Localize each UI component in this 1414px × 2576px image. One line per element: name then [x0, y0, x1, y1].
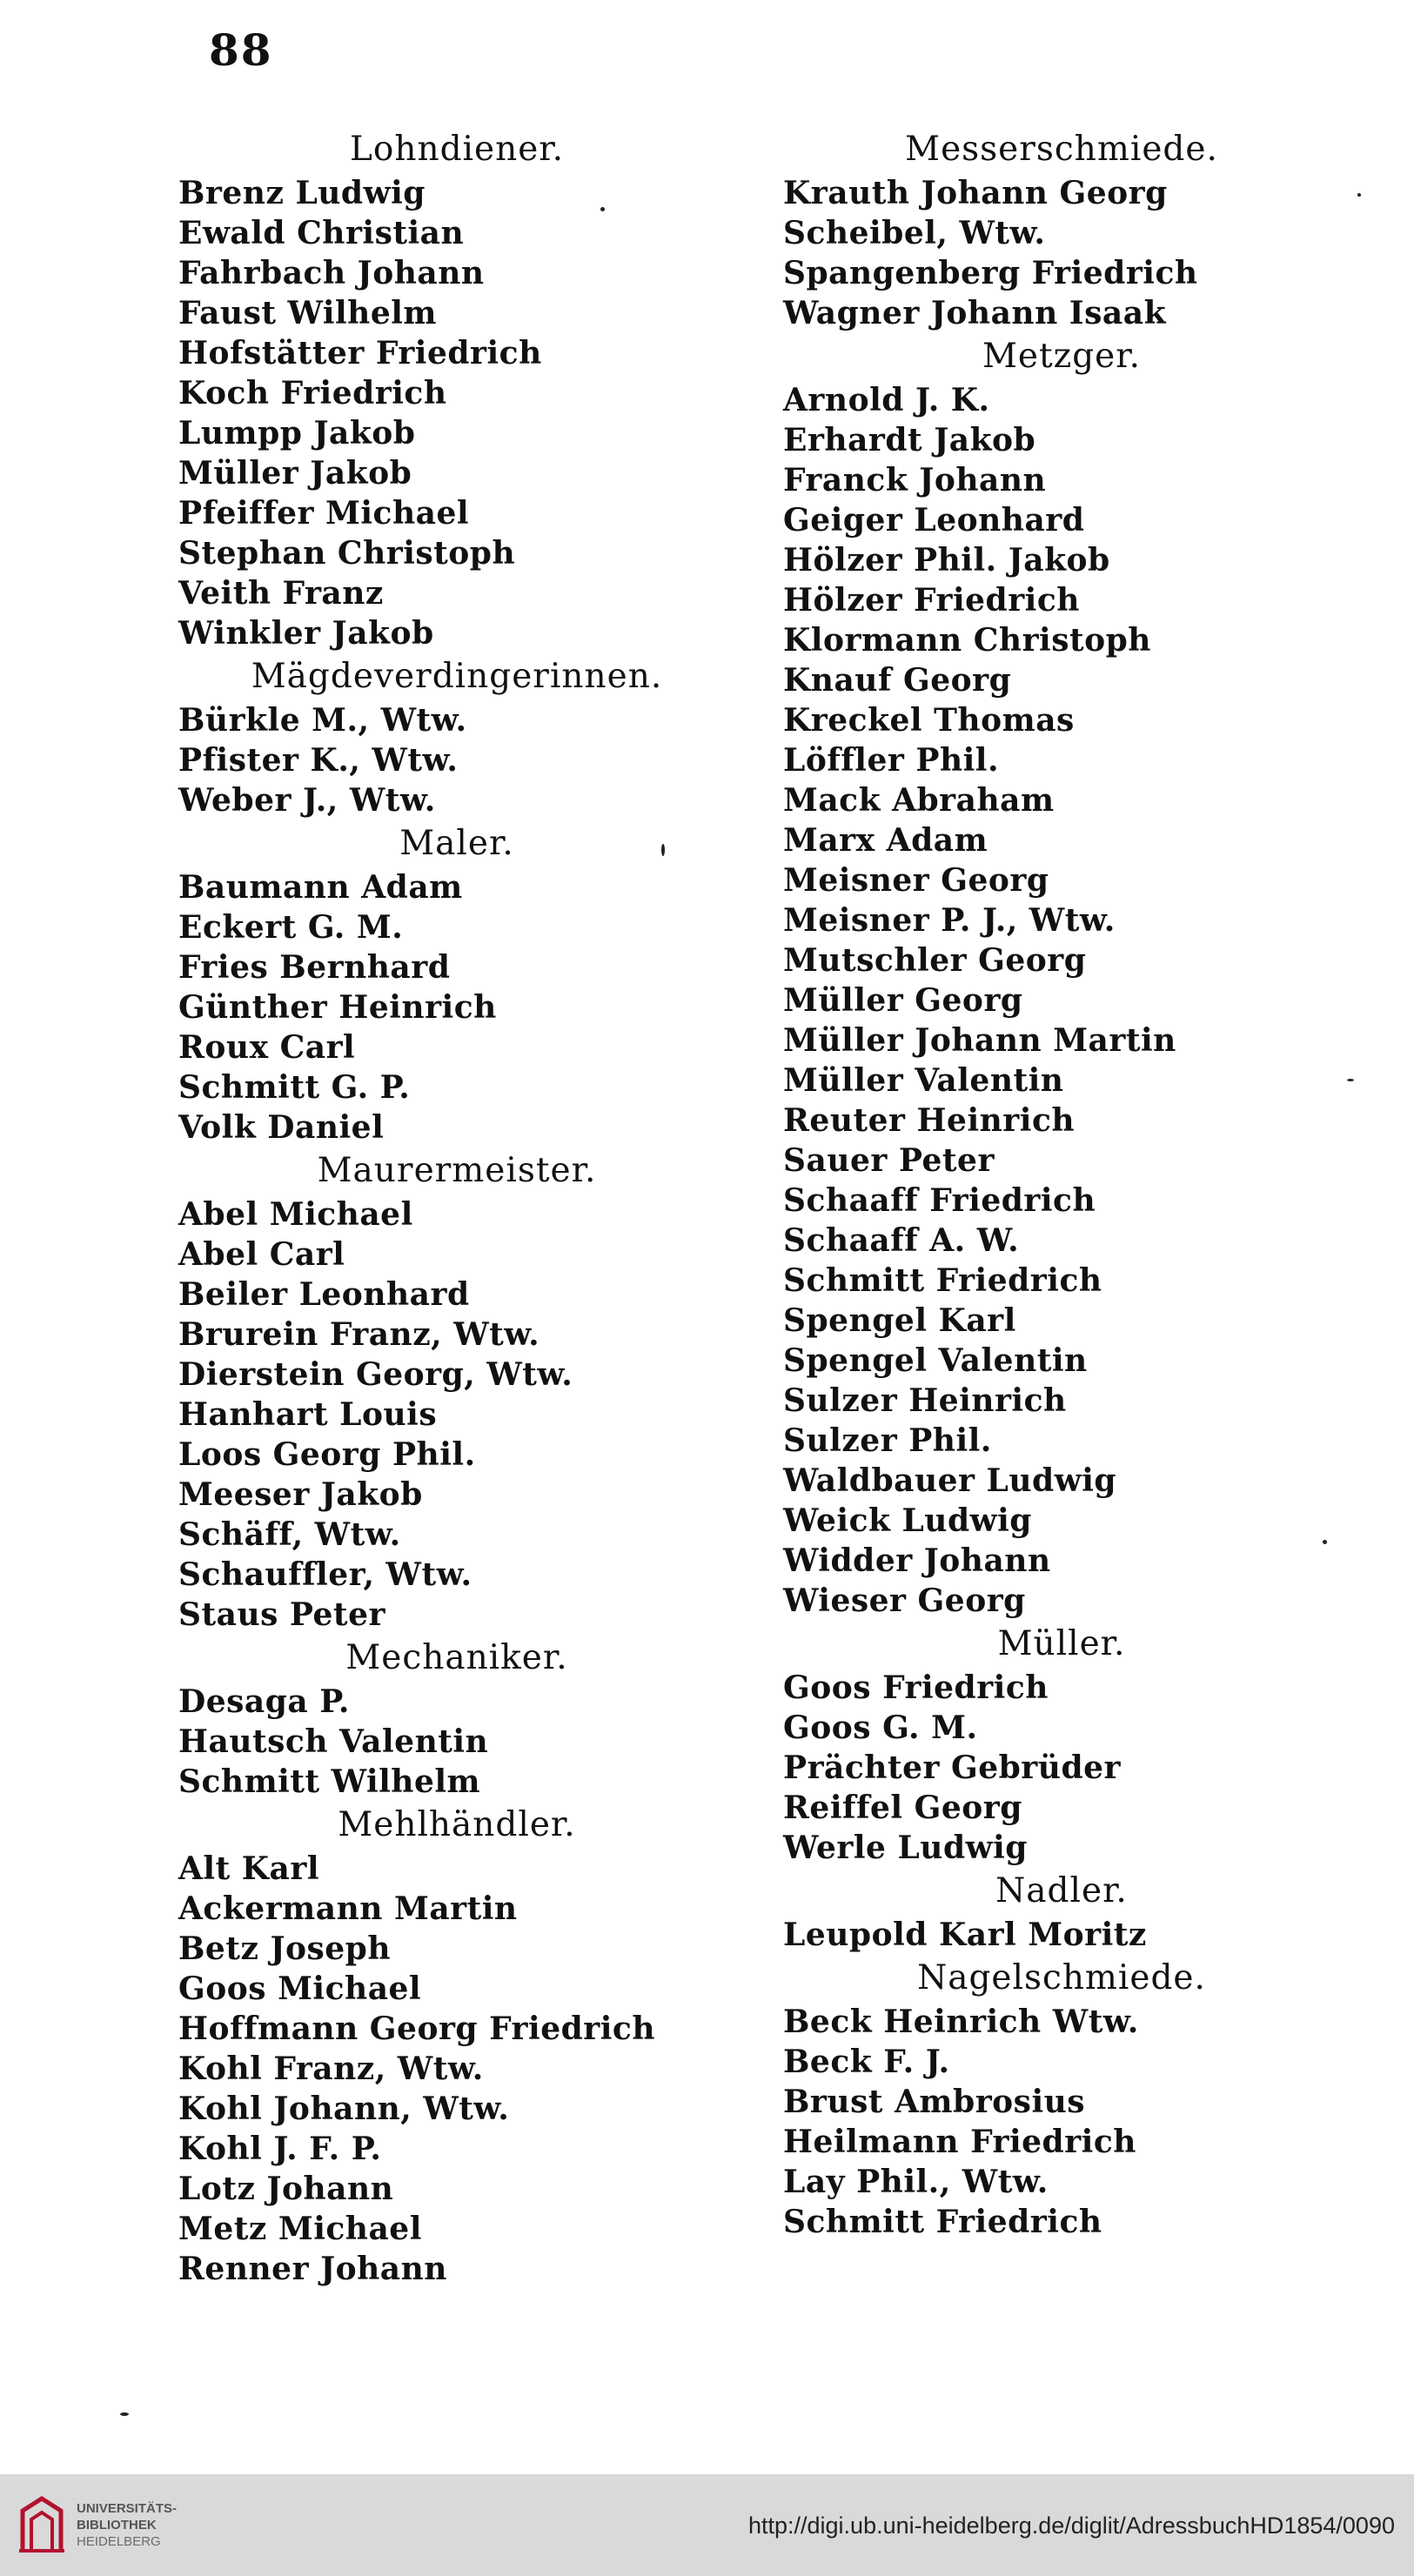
- print-speck: [600, 207, 605, 211]
- directory-section: [178, 1802, 735, 2289]
- library-name-line1: UNIVERSITÄTS-: [77, 2501, 178, 2516]
- directory-entry: Reiffel Georg: [783, 1790, 1022, 1826]
- entry-list: [178, 1682, 735, 1802]
- directory-entry: Abel Michael: [178, 1196, 413, 1233]
- directory-entry: Schäff, Wtw.: [178, 1516, 401, 1553]
- directory-entry: Kohl Franz, Wtw.: [178, 2051, 484, 2087]
- library-name: [77, 2500, 177, 2550]
- directory-entry: Pfister K., Wtw.: [178, 742, 459, 779]
- directory-entry: Hölzer Friedrich: [783, 582, 1080, 619]
- university-library-logo-icon: [17, 2493, 66, 2554]
- directory-entry: Lotz Johann: [178, 2171, 394, 2207]
- directory-entry: Staus Peter: [178, 1596, 385, 1633]
- directory-entry: Beck Heinrich Wtw.: [783, 2004, 1139, 2040]
- directory-entry: Betz Joseph: [178, 1930, 391, 1967]
- directory-entry: Brurein Franz, Wtw.: [178, 1316, 540, 1353]
- print-speck: [120, 2412, 129, 2416]
- directory-section: [783, 1868, 1340, 1955]
- directory-entry: Schmitt G. P.: [178, 1069, 411, 1106]
- section-heading: Mägdeverdingerinnen.: [251, 657, 663, 696]
- directory-entry: Marx Adam: [783, 822, 988, 859]
- section-heading: Lohndiener.: [349, 130, 565, 169]
- section-heading: Maler.: [399, 824, 514, 863]
- directory-entry: Scheibel, Wtw.: [783, 215, 1046, 251]
- entry-list: [178, 1849, 735, 2289]
- directory-entry: Koch Friedrich: [178, 375, 447, 411]
- directory-entry: Roux Carl: [178, 1029, 356, 1066]
- directory-section: [178, 653, 735, 820]
- directory-entry: Sulzer Phil.: [783, 1422, 992, 1459]
- directory-entry: Eckert G. M.: [178, 909, 404, 946]
- entry-list: [178, 700, 735, 820]
- directory-entry: Sulzer Heinrich: [783, 1382, 1067, 1419]
- directory-section: [783, 333, 1340, 1621]
- directory-entry: Müller Jakob: [178, 455, 412, 492]
- directory-entry: Franck Johann: [783, 462, 1047, 498]
- entry-list: [178, 1194, 735, 1635]
- directory-entry: Mack Abraham: [783, 782, 1055, 819]
- directory-entry: Lay Phil., Wtw.: [783, 2164, 1049, 2200]
- directory-entry: Goos Michael: [178, 1970, 422, 2007]
- directory-entry: Renner Johann: [178, 2251, 447, 2287]
- entry-list: [783, 1668, 1340, 1868]
- directory-section: [178, 820, 735, 1147]
- directory-section: [783, 1621, 1340, 1868]
- entry-list: [178, 867, 735, 1147]
- directory-entry: Leupold Karl Moritz: [783, 1917, 1147, 1953]
- directory-entry: Weber J., Wtw.: [178, 782, 436, 819]
- library-name-line2: BIBLIOTHEK: [77, 2518, 157, 2533]
- section-heading: Mechaniker.: [345, 1638, 568, 1677]
- directory-entry: Arnold J. K.: [783, 382, 990, 418]
- entry-list: [783, 173, 1340, 333]
- directory-entry: Meisner P. J., Wtw.: [783, 902, 1116, 939]
- directory-entry: Mutschler Georg: [783, 942, 1087, 979]
- directory-entry: Veith Franz: [178, 575, 384, 612]
- section-heading: Maurermeister.: [317, 1151, 597, 1190]
- directory-entry: Kohl J. F. P.: [178, 2131, 382, 2167]
- directory-entry: Prächter Gebrüder: [783, 1750, 1121, 1786]
- directory-entry: Schmitt Wilhelm: [178, 1763, 481, 1800]
- directory-entry: Bürkle M., Wtw.: [178, 702, 467, 739]
- directory-entry: Meeser Jakob: [178, 1476, 423, 1513]
- directory-entry: Fahrbach Johann: [178, 255, 485, 291]
- directory-entry: Reuter Heinrich: [783, 1102, 1076, 1139]
- directory-entry: Günther Heinrich: [178, 989, 497, 1026]
- directory-entry: Wagner Johann Isaak: [783, 295, 1167, 331]
- directory-entry: Faust Wilhelm: [178, 295, 438, 331]
- directory-entry: Schauffler, Wtw.: [178, 1556, 472, 1593]
- directory-entry: Brust Ambrosius: [783, 2084, 1086, 2120]
- page-number: 88: [209, 24, 273, 76]
- directory-entry: Beiler Leonhard: [178, 1276, 470, 1313]
- left-column: [178, 126, 735, 2289]
- directory-section: [783, 126, 1340, 333]
- directory-entry: Hofstätter Friedrich: [178, 335, 542, 371]
- directory-entry: Alt Karl: [178, 1850, 320, 1887]
- directory-entry: Stephan Christoph: [178, 535, 516, 572]
- section-heading: Metzger.: [982, 337, 1142, 376]
- directory-entry: Müller Georg: [783, 982, 1023, 1019]
- section-heading: Messerschmiede.: [905, 130, 1218, 169]
- directory-entry: Müller Johann Martin: [783, 1022, 1176, 1059]
- directory-entry: Schaaff A. W.: [783, 1222, 1020, 1259]
- directory-entry: Desaga P.: [178, 1683, 350, 1720]
- entry-list: [178, 173, 735, 653]
- directory-entry: Volk Daniel: [178, 1109, 385, 1146]
- directory-entry: Werle Ludwig: [783, 1830, 1028, 1866]
- directory-entry: Winkler Jakob: [178, 615, 434, 652]
- directory-entry: Kreckel Thomas: [783, 702, 1075, 739]
- library-name-line3: HEIDELBERG: [77, 2534, 161, 2549]
- directory-entry: Krauth Johann Georg: [783, 175, 1168, 211]
- section-heading: Müller.: [997, 1624, 1126, 1663]
- directory-entry: Dierstein Georg, Wtw.: [178, 1356, 573, 1393]
- directory-entry: Goos G. M.: [783, 1710, 978, 1746]
- directory-entry: Meisner Georg: [783, 862, 1049, 899]
- print-speck: [661, 844, 665, 856]
- directory-entry: Widder Johann: [783, 1542, 1051, 1579]
- directory-entry: Spangenberg Friedrich: [783, 255, 1198, 291]
- directory-section: [178, 1635, 735, 1802]
- directory-section: [178, 126, 735, 653]
- directory-entry: Loos Georg Phil.: [178, 1436, 476, 1473]
- directory-entry: Schaaff Friedrich: [783, 1182, 1096, 1219]
- source-url-link[interactable]: http://digi.ub.uni-heidelberg.de/diglit/AdressbuchHD1854/0090: [747, 2512, 1395, 2539]
- directory-entry: Hautsch Valentin: [178, 1723, 489, 1760]
- directory-entry: Wieser Georg: [783, 1582, 1026, 1619]
- directory-section: [783, 1955, 1340, 2242]
- directory-entry: Abel Carl: [178, 1236, 345, 1273]
- directory-entry: Müller Valentin: [783, 1062, 1064, 1099]
- directory-entry: Schmitt Friedrich: [783, 2204, 1102, 2240]
- print-speck: [1347, 1079, 1354, 1081]
- directory-entry: Baumann Adam: [178, 869, 463, 906]
- directory-entry: Klormann Christoph: [783, 622, 1151, 659]
- directory-entry: Kohl Johann, Wtw.: [178, 2091, 510, 2127]
- directory-entry: Goos Friedrich: [783, 1669, 1049, 1706]
- directory-section: [178, 1147, 735, 1635]
- directory-entry: Waldbauer Ludwig: [783, 1462, 1117, 1499]
- directory-entry: Beck F. J.: [783, 2044, 950, 2080]
- footer-bar: [0, 2474, 1414, 2576]
- directory-entry: Weick Ludwig: [783, 1502, 1032, 1539]
- directory-entry: Lumpp Jakob: [178, 415, 416, 452]
- directory-entry: Löffler Phil.: [783, 742, 1000, 779]
- directory-entry: Geiger Leonhard: [783, 502, 1085, 539]
- print-speck: [1357, 193, 1361, 197]
- directory-entry: Brenz Ludwig: [178, 175, 426, 211]
- directory-entry: Metz Michael: [178, 2211, 422, 2247]
- directory-entry: Spengel Valentin: [783, 1342, 1088, 1379]
- right-column: [783, 126, 1340, 2242]
- print-speck: [1323, 1540, 1327, 1544]
- section-heading: Mehlhändler.: [338, 1805, 576, 1844]
- directory-entry: Hölzer Phil. Jakob: [783, 542, 1110, 579]
- directory-entry: Ackermann Martin: [178, 1890, 518, 1927]
- directory-entry: Knauf Georg: [783, 662, 1012, 699]
- entry-list: [783, 1915, 1340, 1955]
- directory-entry: Hoffmann Georg Friedrich: [178, 2011, 656, 2047]
- entry-list: [783, 2002, 1340, 2242]
- directory-entry: Spengel Karl: [783, 1302, 1016, 1339]
- directory-entry: Pfeiffer Michael: [178, 495, 470, 532]
- section-heading: Nadler.: [995, 1871, 1128, 1910]
- section-heading: Nagelschmiede.: [917, 1958, 1206, 1997]
- directory-entry: Fries Bernhard: [178, 949, 451, 986]
- directory-entry: Erhardt Jakob: [783, 422, 1036, 458]
- directory-entry: Schmitt Friedrich: [783, 1262, 1102, 1299]
- directory-entry: Heilmann Friedrich: [783, 2124, 1136, 2160]
- directory-entry: Ewald Christian: [178, 215, 465, 251]
- directory-entry: Hanhart Louis: [178, 1396, 438, 1433]
- entry-list: [783, 380, 1340, 1621]
- directory-entry: Sauer Peter: [783, 1142, 995, 1179]
